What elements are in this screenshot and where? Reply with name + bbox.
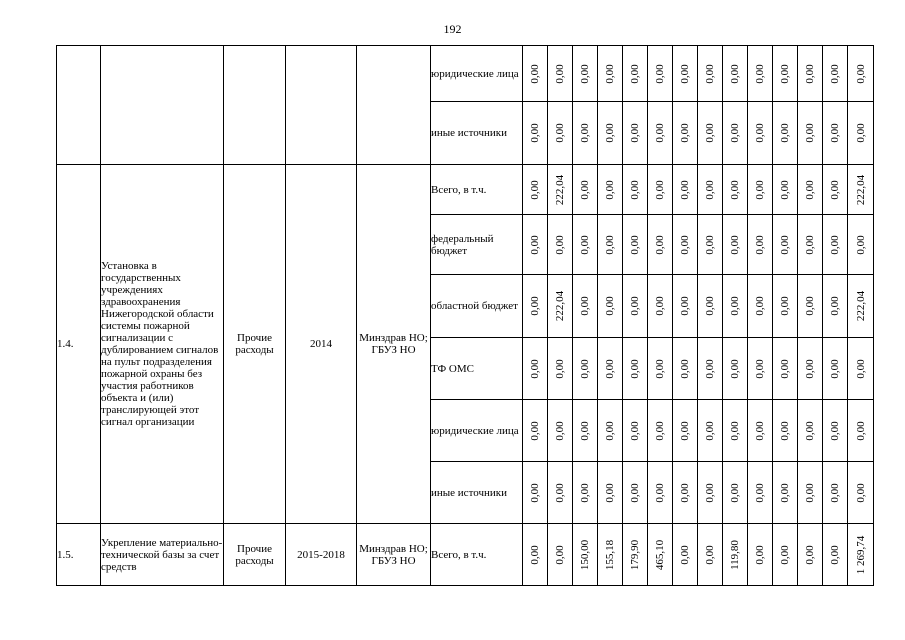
value-cell [598,46,623,102]
value-text: 0,00 [554,482,566,503]
value-text: 0,00 [854,358,867,379]
value-cell [598,215,623,275]
value-cell [523,462,548,524]
value-text: 0,00 [529,63,541,84]
value-text: 0,00 [604,63,616,84]
value-text: 0,00 [854,482,867,503]
value-cell [648,400,673,462]
value-cell [523,400,548,462]
value-text: 0,00 [804,482,816,503]
funding-source: областной бюджет [431,275,523,338]
value-text: 0,00 [579,63,591,84]
period: 2015-2018 [286,524,357,586]
value-text: 0,00 [704,123,716,143]
value-text: 0,00 [604,234,616,255]
value-text: 0,00 [629,123,641,143]
value-text: 0,00 [729,63,741,84]
value-text: 0,00 [629,63,641,84]
value-cell [823,215,848,275]
value-cell [548,46,573,102]
value-text: 0,00 [629,296,641,316]
value-text: 0,00 [654,482,666,503]
value-cell [698,46,723,102]
value-cell [748,524,773,586]
value-text: 0,00 [704,420,716,441]
value-cell [573,165,598,215]
value-text: 0,00 [679,358,691,379]
value-cell [773,165,798,215]
value-text: 0,00 [604,179,616,200]
value-cell [723,102,748,165]
value-cell [598,462,623,524]
value-text: 0,00 [804,358,816,379]
value-text: 0,00 [604,123,616,143]
value-cell [798,462,823,524]
value-cell [748,165,773,215]
value-text: 0,00 [854,123,867,143]
value-cell [773,338,798,400]
value-cell [723,215,748,275]
value-text: 0,00 [629,482,641,503]
value-cell [648,338,673,400]
value-text: 0,00 [579,123,591,143]
value-cell [573,46,598,102]
value-text: 0,00 [829,123,841,143]
value-text: 0,00 [654,420,666,441]
item-name: Установка в государственных учреждениях здравоохранения Нижегородской области системы пожарной сигнализации с дублированием сигналов на пульт подразделения пожарной охраны без участия работников объекта и (или) транслирующей этот сигнал организации [101,165,224,524]
value-cell [648,46,673,102]
value-text: 0,00 [754,179,766,200]
period: 2014 [286,165,357,524]
value-cell [648,524,673,586]
value-text: 0,00 [704,179,716,200]
value-cell [548,275,573,338]
value-text: 222,04 [854,290,867,322]
funding-source: Всего, в т.ч. [431,165,523,215]
value-cell [748,462,773,524]
value-text: 0,00 [704,544,716,565]
value-text: 0,00 [854,420,867,441]
value-text: 0,00 [529,482,541,503]
table-row [57,165,874,215]
value-cell [598,524,623,586]
value-cell [823,524,848,586]
value-cell [748,400,773,462]
value-cell [523,102,548,165]
value-text: 0,00 [729,420,741,441]
value-cell [748,338,773,400]
value-cell [723,462,748,524]
executor: Минздрав НО; ГБУЗ НО [357,165,431,524]
value-cell [723,338,748,400]
value-cell [823,462,848,524]
value-text: 0,00 [604,482,616,503]
executor: Минздрав НО; ГБУЗ НО [357,524,431,586]
value-text: 0,00 [779,63,791,84]
funding-source: федеральный бюджет [431,215,523,275]
value-text: 0,00 [754,63,766,84]
value-cell [698,462,723,524]
value-cell [848,338,874,400]
value-text: 0,00 [804,420,816,441]
funding-source: иные источники [431,462,523,524]
value-cell [773,46,798,102]
value-cell [623,165,648,215]
value-cell [548,400,573,462]
value-text: 0,00 [754,358,766,379]
value-cell [623,400,648,462]
value-cell [623,338,648,400]
value-text: 0,00 [704,296,716,316]
value-cell [798,165,823,215]
value-cell [823,275,848,338]
value-cell [573,338,598,400]
value-text: 0,00 [754,296,766,316]
value-text: 0,00 [654,123,666,143]
value-text: 0,00 [804,179,816,200]
budget-table [56,45,874,586]
value-text: 0,00 [729,358,741,379]
value-text: 0,00 [579,482,591,503]
value-cell [773,462,798,524]
value-cell [848,275,874,338]
expense-kind: Прочие расходы [224,165,286,524]
value-text: 179,90 [629,539,641,570]
value-text: 0,00 [779,420,791,441]
value-cell [723,46,748,102]
value-cell [623,524,648,586]
value-text: 0,00 [554,420,566,441]
value-cell [598,400,623,462]
value-text: 119,80 [729,539,741,570]
value-text: 0,00 [804,123,816,143]
value-text: 0,00 [779,296,791,316]
value-cell [573,215,598,275]
value-text: 0,00 [579,420,591,441]
value-cell [648,102,673,165]
value-text: 0,00 [554,123,566,143]
value-cell [848,462,874,524]
value-text: 0,00 [679,420,691,441]
value-cell [823,102,848,165]
table-row [57,524,874,586]
value-cell [523,338,548,400]
value-cell [623,275,648,338]
value-text: 0,00 [604,358,616,379]
item-number: 1.4. [57,165,101,524]
value-cell [573,102,598,165]
value-cell [798,275,823,338]
value-text: 0,00 [579,179,591,200]
value-text: 0,00 [529,358,541,379]
value-cell [523,275,548,338]
value-cell [673,275,698,338]
value-text: 0,00 [854,234,867,255]
value-text: 0,00 [529,179,541,200]
value-text: 1 269,74 [854,535,867,574]
value-text: 0,00 [579,358,591,379]
value-cell [848,215,874,275]
value-text: 0,00 [804,544,816,565]
value-text: 0,00 [629,420,641,441]
value-cell [623,46,648,102]
value-cell [748,275,773,338]
value-text: 0,00 [704,482,716,503]
value-text: 0,00 [654,358,666,379]
value-cell [723,275,748,338]
value-text: 0,00 [829,420,841,441]
value-text: 0,00 [529,420,541,441]
value-text: 0,00 [829,358,841,379]
value-cell [548,215,573,275]
value-cell [523,524,548,586]
value-text: 0,00 [779,123,791,143]
value-text: 222,04 [554,290,566,322]
value-cell [573,462,598,524]
value-text: 0,00 [829,544,841,565]
value-text: 0,00 [754,123,766,143]
expense-kind: Прочие расходы [224,524,286,586]
value-text: 0,00 [554,544,566,565]
value-cell [848,165,874,215]
value-text: 0,00 [729,482,741,503]
value-cell [848,400,874,462]
value-text: 0,00 [729,179,741,200]
value-text: 0,00 [679,296,691,316]
value-cell [673,462,698,524]
value-cell [823,46,848,102]
value-text: 0,00 [804,234,816,255]
value-text: 0,00 [754,482,766,503]
value-text: 0,00 [729,296,741,316]
value-cell [598,275,623,338]
value-text: 0,00 [654,296,666,316]
value-cell [598,102,623,165]
funding-source: ТФ ОМС [431,338,523,400]
value-cell [798,102,823,165]
value-cell [623,462,648,524]
funding-source: юридические лица [431,46,523,102]
funding-source: юридические лица [431,400,523,462]
value-text: 0,00 [704,63,716,84]
item-name: Укрепление материально-технической базы за счет средств [101,524,224,586]
value-cell [673,524,698,586]
page-number: 192 [443,22,462,36]
value-cell [698,524,723,586]
value-cell [548,102,573,165]
value-cell [773,524,798,586]
value-text: 0,00 [854,63,867,84]
value-cell [723,524,748,586]
value-cell [673,102,698,165]
value-text: 0,00 [829,296,841,316]
value-text: 0,00 [679,179,691,200]
value-text: 0,00 [754,420,766,441]
value-cell [648,275,673,338]
value-cell [573,400,598,462]
funding-source: иные источники [431,102,523,165]
value-cell [623,215,648,275]
value-text: 0,00 [529,296,541,316]
value-text: 0,00 [729,234,741,255]
value-text: 0,00 [779,179,791,200]
value-text: 222,04 [554,174,566,205]
value-text: 0,00 [729,123,741,143]
value-text: 0,00 [579,296,591,316]
value-text: 0,00 [804,296,816,316]
value-text: 222,04 [854,174,867,205]
table-row [57,46,874,102]
value-cell [698,165,723,215]
value-text: 0,00 [554,358,566,379]
value-text: 0,00 [529,234,541,255]
value-text: 0,00 [829,63,841,84]
value-text: 0,00 [554,234,566,255]
value-cell [798,46,823,102]
value-cell [823,400,848,462]
value-cell [523,46,548,102]
value-cell [648,215,673,275]
value-text: 0,00 [679,123,691,143]
value-cell [548,462,573,524]
value-cell [698,275,723,338]
value-cell [823,338,848,400]
item-number: 1.5. [57,524,101,586]
value-cell [798,338,823,400]
value-cell [698,102,723,165]
value-cell [748,46,773,102]
value-cell [823,165,848,215]
value-cell [748,215,773,275]
value-text: 0,00 [604,420,616,441]
value-cell [548,338,573,400]
value-text: 0,00 [654,234,666,255]
value-cell [773,102,798,165]
value-cell [848,46,874,102]
value-text: 0,00 [704,234,716,255]
value-text: 0,00 [654,63,666,84]
value-cell [798,524,823,586]
value-text: 0,00 [679,63,691,84]
value-text: 0,00 [754,544,766,565]
value-cell [648,165,673,215]
value-text: 0,00 [679,234,691,255]
value-text: 0,00 [704,358,716,379]
value-cell [523,215,548,275]
funding-source: Всего, в т.ч. [431,524,523,586]
value-cell [723,400,748,462]
value-text: 465,10 [654,539,666,570]
value-cell [698,215,723,275]
value-cell [773,215,798,275]
value-cell [623,102,648,165]
value-cell [848,102,874,165]
value-cell [598,338,623,400]
value-text: 0,00 [779,482,791,503]
value-cell [673,338,698,400]
value-cell [748,102,773,165]
value-text: 0,00 [829,234,841,255]
executor [357,46,431,165]
value-cell [773,275,798,338]
value-text: 150,00 [579,539,591,570]
value-cell [598,165,623,215]
value-text: 0,00 [679,544,691,565]
value-cell [848,524,874,586]
value-cell [673,46,698,102]
value-text: 0,00 [604,296,616,316]
expense-kind [224,46,286,165]
value-cell [648,462,673,524]
value-text: 155,18 [604,539,616,570]
value-text: 0,00 [629,358,641,379]
item-name [101,46,224,165]
value-cell [548,524,573,586]
value-cell [723,165,748,215]
value-text: 0,00 [779,234,791,255]
value-text: 0,00 [529,544,541,565]
value-cell [798,215,823,275]
value-cell [773,400,798,462]
value-cell [573,275,598,338]
value-text: 0,00 [529,123,541,143]
value-cell [673,400,698,462]
value-text: 0,00 [829,482,841,503]
value-text: 0,00 [629,234,641,255]
value-text: 0,00 [779,358,791,379]
value-text: 0,00 [654,179,666,200]
value-cell [673,215,698,275]
value-cell [698,338,723,400]
value-cell [698,400,723,462]
item-number [57,46,101,165]
value-cell [523,165,548,215]
value-cell [573,524,598,586]
value-cell [798,400,823,462]
value-text: 0,00 [804,63,816,84]
value-cell [548,165,573,215]
value-text: 0,00 [629,179,641,200]
period [286,46,357,165]
value-text: 0,00 [754,234,766,255]
value-text: 0,00 [829,179,841,200]
value-text: 0,00 [579,234,591,255]
value-text: 0,00 [779,544,791,565]
value-text: 0,00 [679,482,691,503]
value-cell [673,165,698,215]
value-text: 0,00 [554,63,566,84]
